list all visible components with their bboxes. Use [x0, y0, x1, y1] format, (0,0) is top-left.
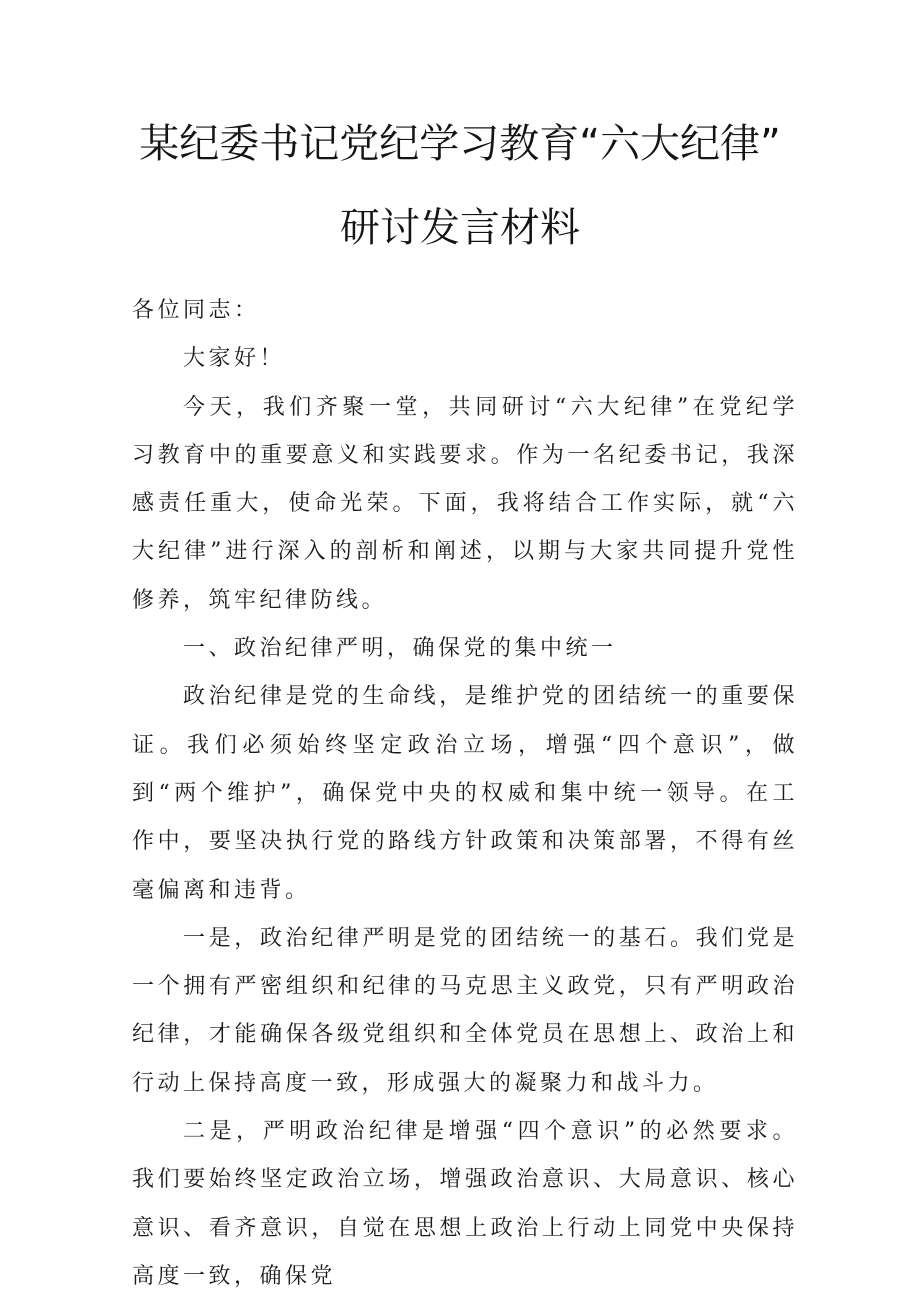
- body-paragraph: 二是，严明政治纪律是增强“四个意识”的必然要求。我们要始终坚定政治立场，增强政治意识、大局意识、核心意识、看齐意识，自觉在思想上政治上行动上同党中央保持高度一致，确保党: [132, 1119, 798, 1289]
- greeting: 大家好！: [183, 346, 286, 372]
- body-paragraph: 政治纪律是党的生命线，是维护党的团结统一的重要保证。我们必须始终坚定政治立场，增强“四个意识”，做到“两个维护”，确保党中央的权威和集中统一领导。在工作中，要坚决执行党的路线方针政策和决策部署，不得有丝毫偏离和违背。: [132, 684, 798, 903]
- section-heading: 一、政治纪律严明，确保党的集中统一: [183, 636, 617, 662]
- document-title-line-1: 某纪委书记党纪学习教育“六大纪律”: [139, 121, 781, 167]
- salutation: 各位同志：: [132, 298, 260, 323]
- body-paragraph: 今天，我们齐聚一堂，共同研讨“六大纪律”在党纪学习教育中的重要意义和实践要求。作为一名纪委书记，我深感责任重大，使命光荣。下面，我将结合工作实际，就“六大纪律”进行深入的剖析和阐述，以期与大家共同提升党性修养，筑牢纪律防线。: [132, 394, 798, 613]
- body-paragraph: 一是，政治纪律严明是党的团结统一的基石。我们党是一个拥有严密组织和纪律的马克思主义政党，只有严明政治纪律，才能确保各级党组织和全体党员在思想上、政治上和行动上保持高度一致，形成强大的凝聚力和战斗力。: [132, 925, 798, 1096]
- document-body: [132, 287, 798, 1301]
- document-title-line-2: 研讨发言材料: [340, 205, 580, 251]
